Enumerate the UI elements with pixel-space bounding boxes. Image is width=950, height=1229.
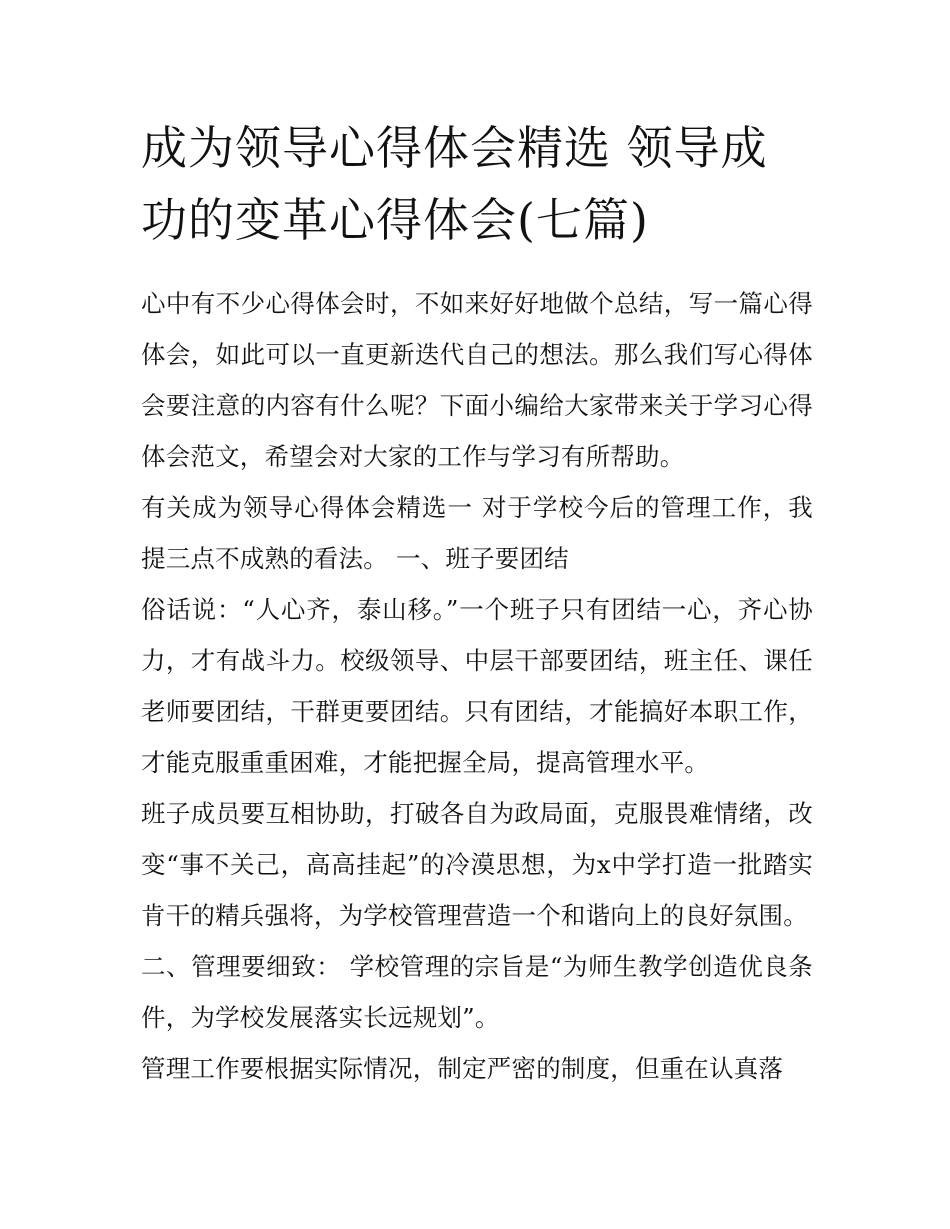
document-body <box>141 278 813 1094</box>
paragraph-section-one-heading: 有关成为领导心得体会精选一 对于学校今后的管理工作，我提三点不成熟的看法。 一、班子要团结 <box>141 493 813 573</box>
paragraph-intro: 心中有不少心得体会时，不如来好好地做个总结，写一篇心得体会，如此可以一直更新迭代自己的想法。那么我们写心得体会要注意的内容有什么呢？下面小编给大家带来关于学习心得体会范文，希望会对大家的工作与学习有所帮助。 <box>141 289 813 471</box>
paragraph-unity: 俗话说：“人心齐，泰山移。”一个班子只有团结一心，齐心协力，才有战斗力。校级领导、中层干部要团结，班主任、课任老师要团结，干群更要团结。只有团结，才能搞好本职工作，才能克服重重困难，才能把握全局，提高管理水平。 <box>141 595 813 777</box>
document-title: 成为领导心得体会精选 领导成功的变革心得体会(七篇) <box>141 121 768 247</box>
paragraph-section-two: 二、管理要细致： 学校管理的宗旨是“为师生教学创造优良条件，为学校发展落实长远规划”。 <box>141 952 813 1032</box>
document-page <box>141 112 813 1094</box>
paragraph-management: 管理工作要根据实际情况，制定严密的制度，但重在认真落 <box>141 1054 784 1083</box>
paragraph-cooperation: 班子成员要互相协助，打破各自为政局面，克服畏难情绪，改变“事不关己，高高挂起”的冷漠思想，为x中学打造一批踏实肯干的精兵强将，为学校管理营造一个和谐向上的良好氛围。 <box>141 799 813 930</box>
